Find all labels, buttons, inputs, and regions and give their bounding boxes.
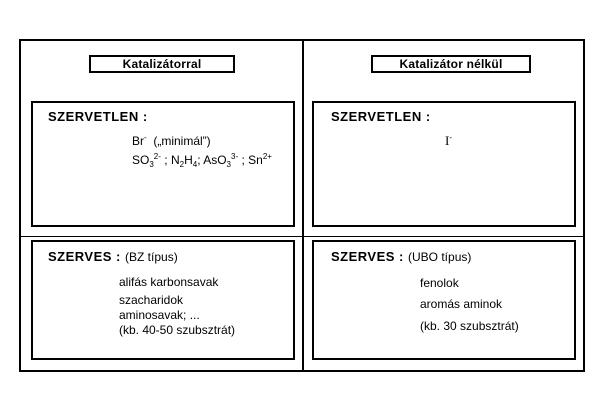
aso3-charge: 3- xyxy=(231,152,239,161)
inorganic-title: SZERVETLEN : xyxy=(331,109,431,124)
list-item: aromás aminok xyxy=(420,297,503,311)
iodide-line xyxy=(445,133,452,149)
i-charge: - xyxy=(449,133,453,142)
list-item: (kb. 30 szubsztrát) xyxy=(420,319,519,333)
n2h4-h: H xyxy=(184,153,193,167)
organic-title-text: SZERVES : xyxy=(331,249,404,264)
br-note: („minimál”) xyxy=(153,134,211,148)
br-charge: - xyxy=(144,133,147,142)
header-without-catalyst: Katalizátor nélkül xyxy=(371,55,531,73)
header-with-catalyst: Katalizátorral xyxy=(89,55,235,73)
inorganic-title: SZERVETLEN : xyxy=(48,109,148,124)
inorganic-without-catalyst-box xyxy=(312,101,576,227)
so3-charge: 2- xyxy=(153,152,161,161)
inorganic-substrates-line: $SO_3^{2-}$ ; $N_2H_4$; AsO$_3^{3-}$ ; $Sn^{2+}$ xyxy=(132,152,272,169)
list-item: aminosavak; ... xyxy=(119,308,200,322)
list-item: (kb. 40-50 szubsztrát) xyxy=(119,323,236,337)
n2h4-sub1: 2 xyxy=(179,160,185,169)
list-item: fenolok xyxy=(420,276,459,290)
so3-formula: SO xyxy=(132,153,150,167)
organic-title-text: SZERVES : xyxy=(48,249,121,264)
i-symbol: I xyxy=(445,133,450,148)
sn-symbol: Sn xyxy=(248,153,263,167)
list-item: szacharidok xyxy=(119,293,184,307)
so3-sub: 3 xyxy=(149,160,154,169)
organic-with-catalyst-box xyxy=(31,240,295,360)
n2h4-n: N xyxy=(170,153,180,167)
list-item: alifás karbonsavak xyxy=(119,275,219,289)
sn-charge: 2+ xyxy=(262,152,272,161)
inorganic-with-catalyst-box xyxy=(31,101,295,227)
bromide-line xyxy=(132,134,211,148)
br-symbol: Br xyxy=(132,134,144,148)
row-divider xyxy=(19,236,585,237)
n2h4-sub2: 4 xyxy=(192,160,198,169)
organic-type: (BZ típus) xyxy=(125,250,178,264)
aso3-sub: 3 xyxy=(226,160,231,169)
column-divider xyxy=(302,39,304,372)
organic-title xyxy=(48,249,178,264)
aso3-formula: AsO xyxy=(203,153,227,167)
organic-without-catalyst-box xyxy=(312,240,576,360)
organic-title xyxy=(331,249,471,264)
organic-type: (UBO típus) xyxy=(408,250,472,264)
